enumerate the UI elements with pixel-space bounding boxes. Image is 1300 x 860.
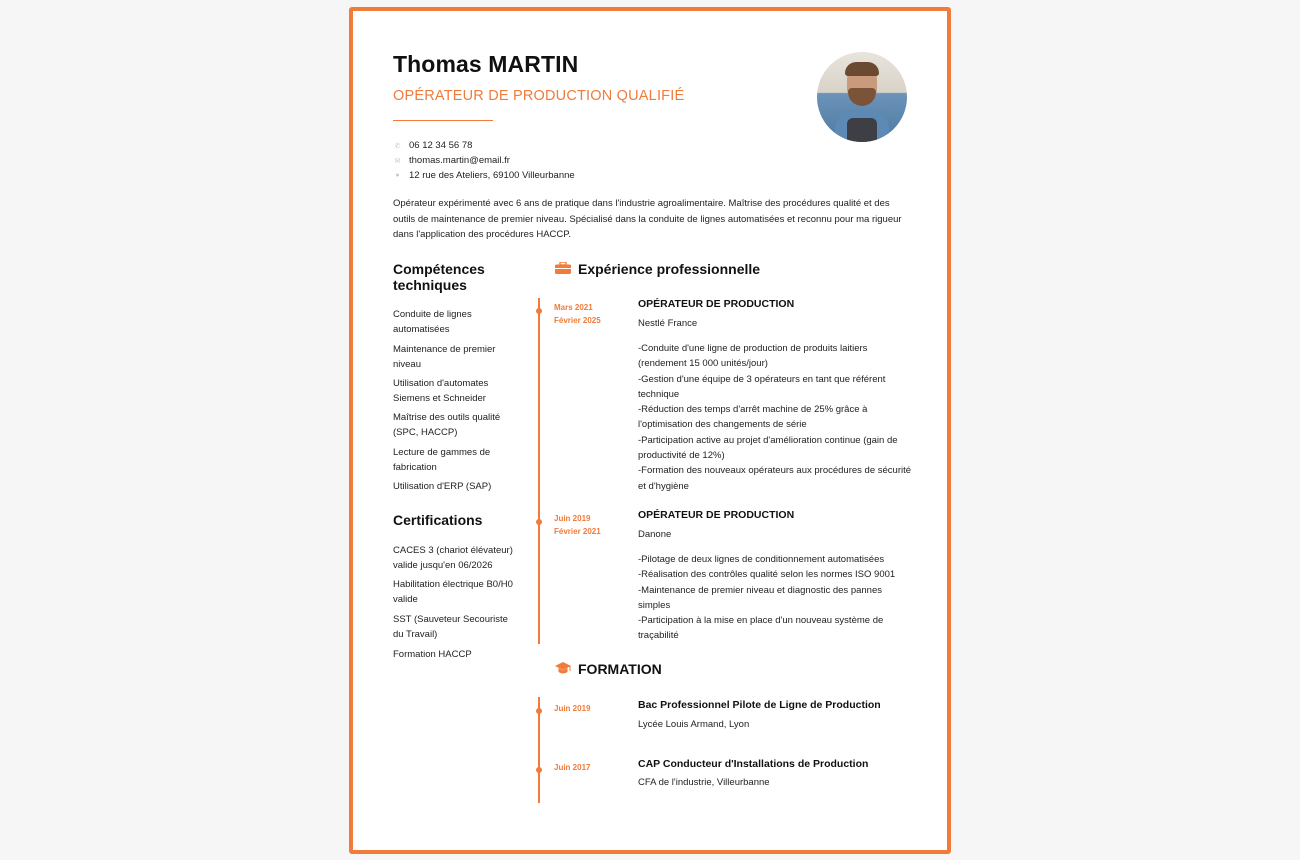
location-icon: ●: [395, 172, 400, 179]
job-bullet: -Conduite d'une ligne de production de produits laitiers (rendement 15 000 unités/jour): [638, 343, 868, 370]
job-end-date: Février 2021: [554, 527, 601, 536]
skill-item: Utilisation d'ERP (SAP): [393, 481, 492, 492]
graduation-cap-icon: [555, 662, 571, 675]
education-heading: FORMATION: [578, 661, 662, 677]
job-bullets: [638, 341, 913, 494]
experience-timeline: [538, 298, 540, 644]
job-start-date: Juin 2019: [554, 514, 591, 523]
phone-icon: ✆: [394, 142, 401, 150]
email-icon: ✉: [394, 157, 401, 165]
candidate-name: Thomas MARTIN: [393, 51, 579, 77]
profile-photo: [817, 52, 907, 142]
skill-item: Maîtrise des outils qualité (SPC, HACCP): [393, 412, 501, 439]
timeline-dot: [536, 308, 542, 314]
job-date: [554, 301, 601, 327]
briefcase-icon: [555, 262, 571, 274]
education-school: Lycée Louis Armand, Lyon: [638, 719, 750, 730]
contact-phone: [393, 140, 472, 151]
education-date: Juin 2017: [554, 763, 591, 772]
certification-item: Formation HACCP: [393, 649, 472, 660]
education-school: CFA de l'industrie, Villeurbanne: [638, 777, 770, 788]
timeline-dot: [536, 708, 542, 714]
skill-item: Lecture de gammes de fabrication: [393, 447, 491, 474]
certification-item: Habilitation électrique B0/H0 valide: [393, 579, 513, 606]
job-bullet: -Participation active au projet d'amélioration continue (gain de productivité de 12%): [638, 434, 898, 462]
job-bullet: -Réduction des temps d'arrêt machine de 25% grâce à l'optimisation des changements de série: [638, 404, 868, 431]
job-title: OPÉRATEUR DE PRODUCTION QUALIFIÉ: [393, 88, 685, 104]
experience-heading: Expérience professionnelle: [578, 261, 761, 277]
job-title-item: OPÉRATEUR DE PRODUCTION: [638, 298, 795, 310]
job-company: Nestlé France: [638, 318, 698, 329]
job-bullet: -Formation des nouveaux opérateurs aux procédures de sécurité et d'hygiène: [638, 465, 912, 492]
title-divider: [393, 120, 493, 121]
education-date: Juin 2019: [554, 704, 591, 713]
job-title-item: OPÉRATEUR DE PRODUCTION: [638, 509, 795, 521]
education-title: CAP Conducteur d'Installations de Production: [638, 758, 869, 770]
certification-item: CACES 3 (chariot élévateur) valide jusqu'en 06/2026: [393, 545, 513, 572]
job-bullet: -Maintenance de premier niveau et diagnostic des pannes simples: [638, 584, 882, 611]
contact-email: [393, 155, 510, 166]
email-text: thomas.martin@email.fr: [409, 155, 510, 166]
job-bullet: -Gestion d'une équipe de 3 opérateurs en tant que référent technique: [638, 373, 886, 400]
skill-item: Utilisation d'automates Siemens et Schneider: [393, 378, 489, 405]
certification-item: SST (Sauveteur Secouriste du Travail): [393, 614, 508, 641]
job-bullets: [638, 552, 913, 644]
education-title: Bac Professionnel Pilote de Ligne de Production: [638, 699, 881, 711]
profile-summary: Opérateur expérimenté avec 6 ans de pratique dans l'industrie agroalimentaire. Maîtrise des procédures qualité et des outils de maintenance de premier niveau. Spécialisé dans la conduite de lignes automatisées et reconnu pour ma rigueur dans l'application des procédures HACCP.: [393, 198, 902, 240]
job-bullet: -Participation à la mise en place d'un nouveau système de traçabilité: [638, 615, 884, 642]
phone-text: 06 12 34 56 78: [409, 140, 473, 151]
skill-item: Conduite de lignes automatisées: [393, 309, 472, 336]
job-start-date: Mars 2021: [554, 303, 593, 312]
contact-address: [393, 170, 575, 181]
job-date: [554, 512, 601, 538]
timeline-dot: [536, 519, 542, 525]
job-end-date: Février 2025: [554, 316, 601, 325]
resume-page: [349, 7, 951, 854]
skill-item: Maintenance de premier niveau: [393, 344, 496, 371]
job-bullet: -Pilotage de deux lignes de conditionnement automatisées: [638, 554, 885, 565]
job-company: Danone: [638, 529, 672, 540]
certifications-heading: Certifications: [393, 512, 483, 528]
address-text: 12 rue des Ateliers, 69100 Villeurbanne: [409, 170, 575, 181]
timeline-dot: [536, 767, 542, 773]
skills-heading: Compétences techniques: [393, 261, 485, 293]
job-bullet: -Réalisation des contrôles qualité selon les normes ISO 9001: [638, 569, 896, 581]
